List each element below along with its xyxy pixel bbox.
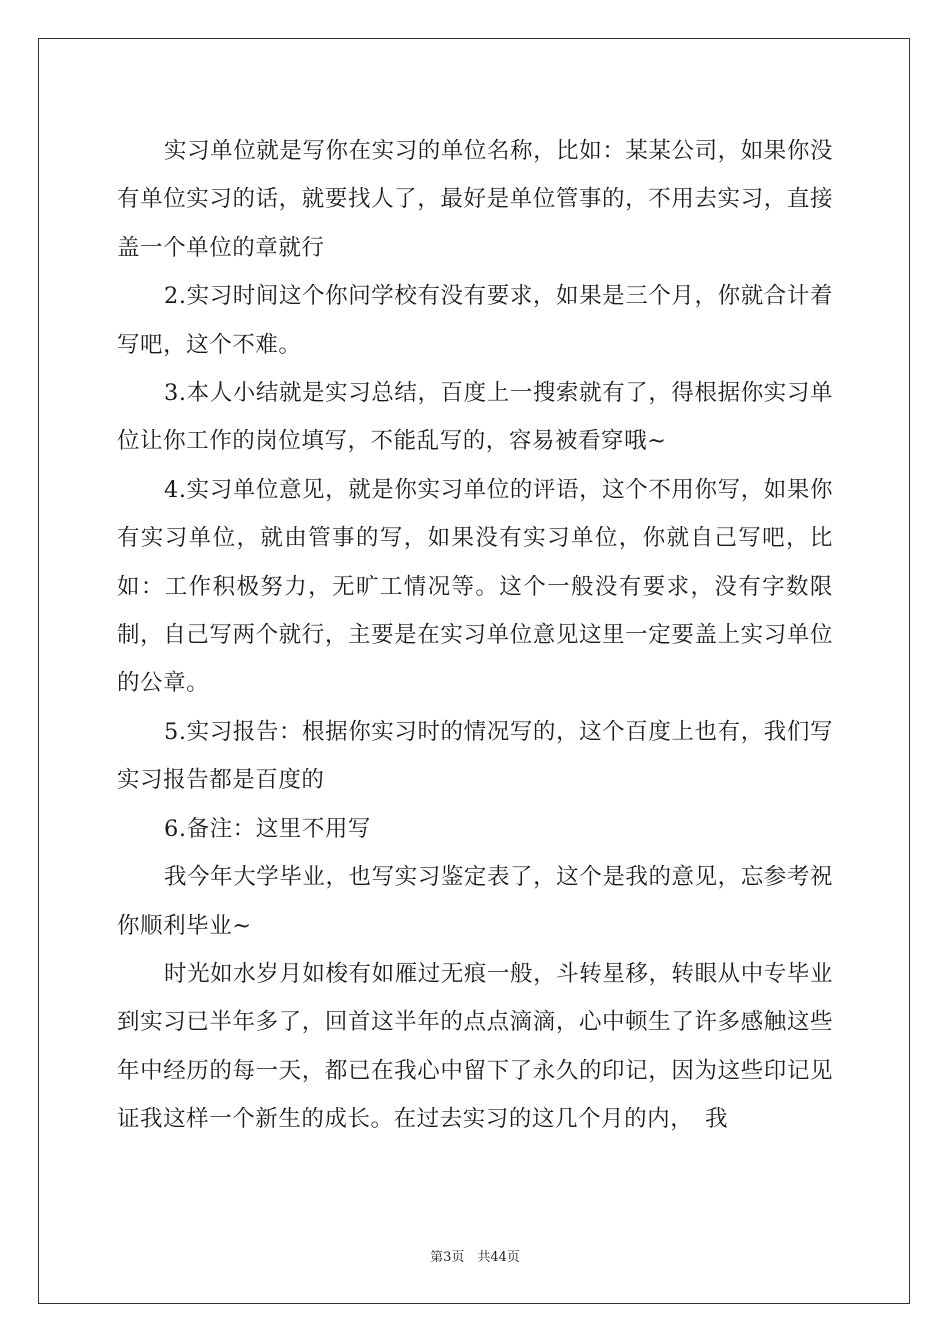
paragraph-internship-unit: 实习单位就是写你在实习的单位名称，比如：某某公司，如果你没有单位实习的话，就要找人了，最好是单位管事的，不用去实习，直接盖一个单位的章就行 xyxy=(117,138,833,261)
paragraph-graduation-note: 我今年大学毕业，也写实习鉴定表了，这个是我的意见，忘参考祝你顺利毕业~ xyxy=(117,864,833,939)
paragraph-unit-opinion: 4.实习单位意见，就是你实习单位的评语，这个不用你写，如果你有实习单位，就由管事的写，如果没有实习单位，你就自己写吧，比如：工作积极努力，无旷工情况等。这个一般没有要求，没有字数限制，自己写两个就行，主要是在实习单位意见这里一定要盖上实习单位的公章。 xyxy=(117,476,833,697)
paragraph-remarks: 6.备注：这里不用写 xyxy=(164,815,371,842)
page-number-footer: 第3页 共44页 xyxy=(430,1250,520,1265)
paragraph-self-summary: 3.本人小结就是实习总结，百度上一搜索就有了，得根据你实习单位让你工作的岗位填写，不能乱写的，容易被看穿哦~ xyxy=(117,380,833,455)
document-body xyxy=(117,127,833,1144)
paragraph-internship-report: 5.实习报告：根据你实习时的情况写的，这个百度上也有，我们写实习报告都是百度的 xyxy=(117,718,833,794)
paragraph-reflection: 时光如水岁月如梭有如雁过无痕一般，斗转星移，转眼从中专毕业到实习已半年多了，回首这半年的点点滴滴，心中顿生了许多感触这些年中经历的每一天，都已在我心中留下了永久的印记，因为这些印记见证我这样一个新生的成长。在过去实习的这几个月的内， 我 xyxy=(117,960,833,1133)
paragraph-internship-time: 2.实习时间这个你问学校有没有要求，如果是三个月，你就合计着写吧，这个不难。 xyxy=(117,283,833,358)
